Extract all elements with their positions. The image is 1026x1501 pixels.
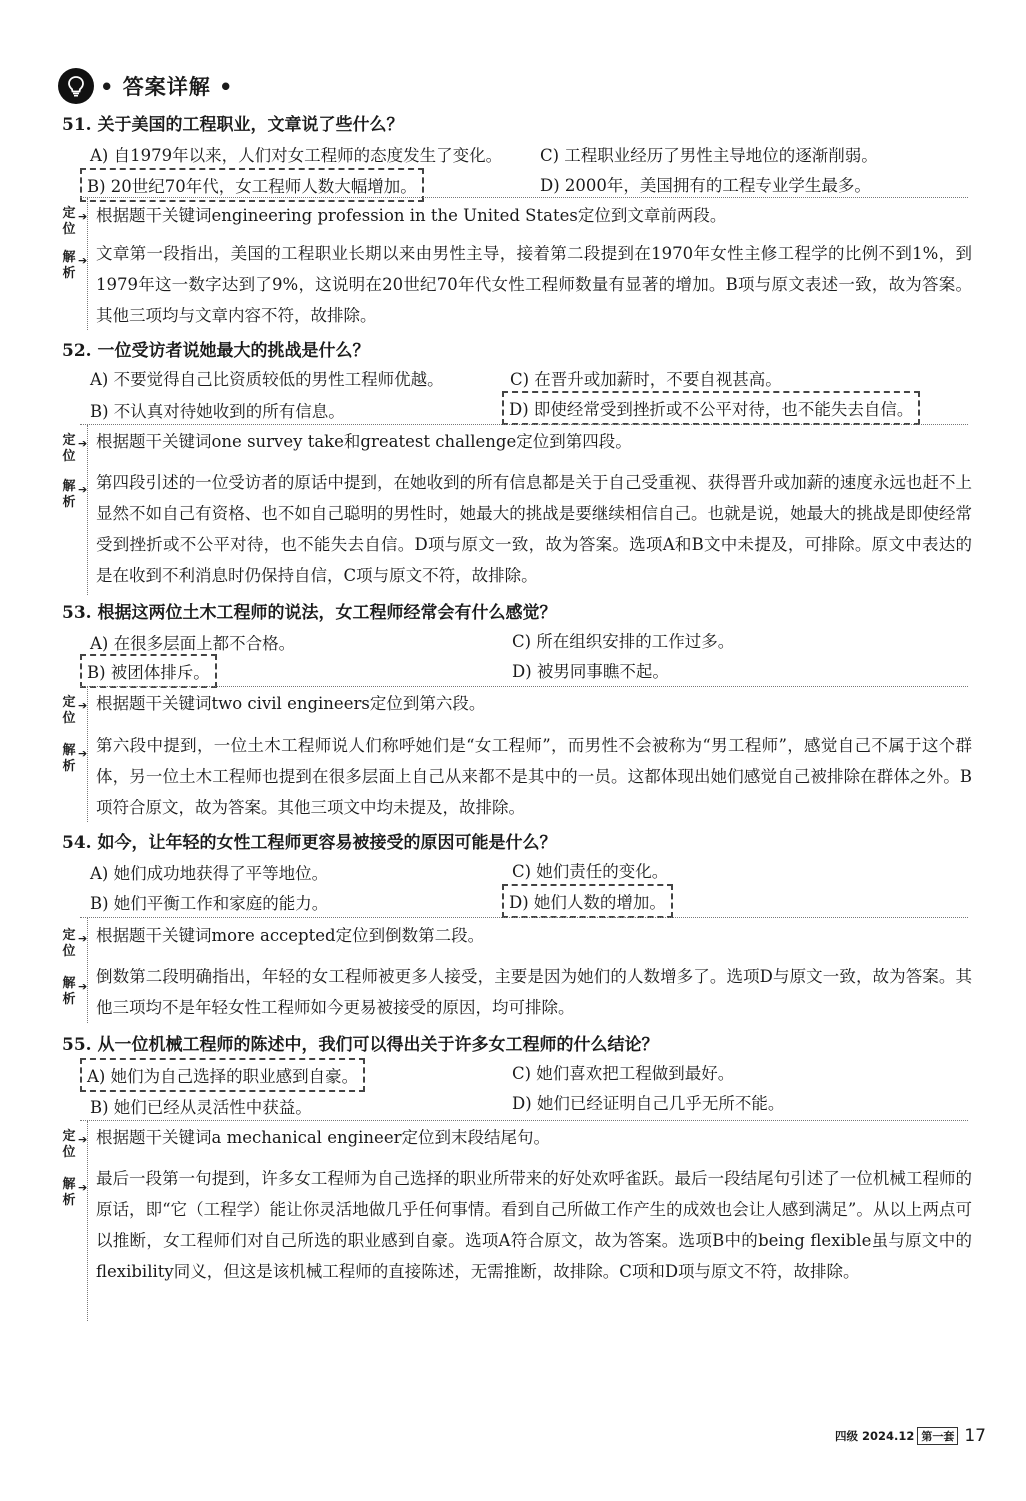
page-number: 17: [964, 1426, 986, 1446]
arrow-icon: ➔: [78, 1181, 88, 1194]
locate-text: 根据题干关键词engineering profession in the United States定位到文章前两段。: [96, 206, 727, 225]
analysis-block: [60, 687, 972, 822]
page-footer: [835, 1426, 986, 1446]
locate-label: 定 位 ➔: [62, 206, 88, 237]
question-stem: 51. 关于美国的工程职业，文章说了些什么？: [62, 115, 404, 135]
locate-label: 定 位 ➔: [62, 695, 88, 726]
option-c: C) 在晋升或加薪时，不要自视甚高。: [510, 370, 782, 389]
arrow-icon: ➔: [78, 483, 88, 496]
analysis-block: [60, 198, 972, 330]
option-b: B) 她们已经从灵活性中获益。: [90, 1098, 312, 1117]
analyze-label: 解 析 ➔: [62, 976, 88, 1007]
section-title: • 答案详解 •: [100, 75, 234, 99]
arrow-icon: ➔: [78, 1133, 88, 1146]
option-a: A) 在很多层面上都不合格。: [90, 634, 296, 653]
option-b: B) 她们平衡工作和家庭的能力。: [90, 894, 329, 913]
arrow-icon: ➔: [78, 980, 88, 993]
analysis-text: 第六段中提到，一位土木工程师说人们称呼她们是“女工程师”，而男性不会被称为“男工程师”，感觉自己不属于这个群体，另一位土木工程师也提到在很多层面上自己从来都不是其中的一员。这都体现出她们感觉自己被排除在群体之外。B项符合原文，故为答案。其他三项文中均未提及，故排除。: [96, 736, 972, 817]
analysis-text: 第四段引述的一位受访者的原话中提到，在她收到的所有信息都是关于自己受重视、获得晋升或加薪的速度永远也赶不上显然不如自己有资格、也不如自己聪明的男性时，她最大的挑战是要继续相信自己。也就是说，她最大的挑战是即使经常受到挫折或不公平对待，也不能失去自信。D项与原文一致，故为答案。选项A和B文中未提及，可排除。原文中表达的是在收到不利消息时仍保持自信，C项与原文不符，故排除。: [96, 473, 972, 585]
locate-text: 根据题干关键词a mechanical engineer定位到末段结尾句。: [96, 1128, 550, 1147]
correct-option-box: D) 即使经常受到挫折或不公平对待，也不能失去自信。: [502, 391, 920, 425]
analysis-text: 倒数第二段明确指出，年轻的女工程师被更多人接受，主要是因为她们的人数增多了。选项D与原文一致，故为答案。其他三项均不是年轻女性工程师如今更易被接受的原因，均可排除。: [96, 967, 972, 1017]
correct-option-box: B) 被团体排斥。: [80, 654, 217, 688]
set-badge: 第一套: [917, 1427, 958, 1445]
analysis-block: [60, 1121, 972, 1321]
option-c: C) 工程职业经历了男性主导地位的逐渐削弱。: [540, 146, 878, 165]
analyze-label: 解 析 ➔: [62, 1177, 88, 1208]
analyze-label: 解 析 ➔: [62, 743, 88, 774]
analysis-text: 文章第一段指出，美国的工程职业长期以来由男性主导，接着第二段提到在1970年女性主修工程学的比例不到1%，到1979年这一数字达到了9%，这说明在20世纪70年代女性工程师数量有显著的增加。B项与原文表述一致，故为答案。其他三项均与文章内容不符，故排除。: [96, 244, 972, 325]
arrow-icon: ➔: [78, 254, 88, 267]
locate-text: 根据题干关键词more accepted定位到倒数第二段。: [96, 926, 485, 945]
option-c: C) 所在组织安排的工作过多。: [512, 632, 735, 651]
option-d: D) 她们已经证明自己几乎无所不能。: [512, 1094, 785, 1113]
locate-text: 根据题干关键词one survey take和greatest challenge定位到第四段。: [96, 432, 632, 451]
lightbulb-icon: [58, 68, 94, 104]
correct-option-box: D) 她们人数的增加。: [502, 884, 673, 918]
arrow-icon: ➔: [78, 210, 88, 223]
option-a: A) 她们成功地获得了平等地位。: [90, 864, 329, 883]
analysis-text: 最后一段第一句提到，许多女工程师为自己选择的职业所带来的好处欢呼雀跃。最后一段结尾句引述了一位机械工程师的原话，即“它（工程学）能让你灵活地做几乎任何事情。看到自己所做工作产生的成效也会让人感到满足”。从以上两点可以推断，女工程师们对自己所选的职业感到自豪。选项A符合原文，故为答案。选项B中的being flexible虽与原文中的flexibility同义，但这是该机械工程师的直接陈述，无需推断，故排除。C项和D项与原文不符，故排除。: [96, 1169, 972, 1281]
section-header: [58, 66, 233, 106]
correct-option-box: A) 她们为自己选择的职业感到自豪。: [80, 1058, 365, 1092]
question-stem: 55. 从一位机械工程师的陈述中，我们可以得出关于许多女工程师的什么结论？: [62, 1035, 659, 1055]
correct-option-box: B) 20世纪70年代，女工程师人数大幅增加。: [80, 168, 424, 202]
option-d: D) 被男同事瞧不起。: [512, 662, 669, 681]
locate-label: 定 位 ➔: [62, 1129, 88, 1160]
analysis-block: [60, 425, 972, 595]
arrow-icon: ➔: [78, 932, 88, 945]
option-a: A) 自1979年以来，人们对女工程师的态度发生了变化。: [90, 146, 503, 165]
locate-label: 定 位 ➔: [62, 928, 88, 959]
dotted-guide: [87, 1121, 88, 1321]
locate-text: 根据题干关键词two civil engineers定位到第六段。: [96, 694, 486, 713]
analyze-label: 解 析 ➔: [62, 479, 88, 510]
arrow-icon: ➔: [78, 699, 88, 712]
question-stem: 52. 一位受访者说她最大的挑战是什么？: [62, 341, 370, 361]
option-b: B) 不认真对待她收到的所有信息。: [90, 402, 345, 421]
option-c: C) 她们责任的变化。: [512, 862, 669, 881]
option-d: D) 2000年，美国拥有的工程专业学生最多。: [540, 176, 871, 195]
option-a: A) 不要觉得自己比资质较低的男性工程师优越。: [90, 370, 444, 389]
option-c: C) 她们喜欢把工程做到最好。: [512, 1064, 735, 1083]
analyze-label: 解 析 ➔: [62, 250, 88, 281]
exam-label: 四级 2024.12: [834, 1429, 915, 1443]
arrow-icon: ➔: [78, 747, 88, 760]
question-stem: 53. 根据这两位土木工程师的说法，女工程师经常会有什么感觉？: [62, 603, 557, 623]
question-stem: 54. 如今，让年轻的女性工程师更容易被接受的原因可能是什么？: [62, 833, 557, 853]
analysis-block: [60, 918, 972, 1023]
locate-label: 定 位 ➔: [62, 433, 88, 464]
arrow-icon: ➔: [78, 437, 88, 450]
